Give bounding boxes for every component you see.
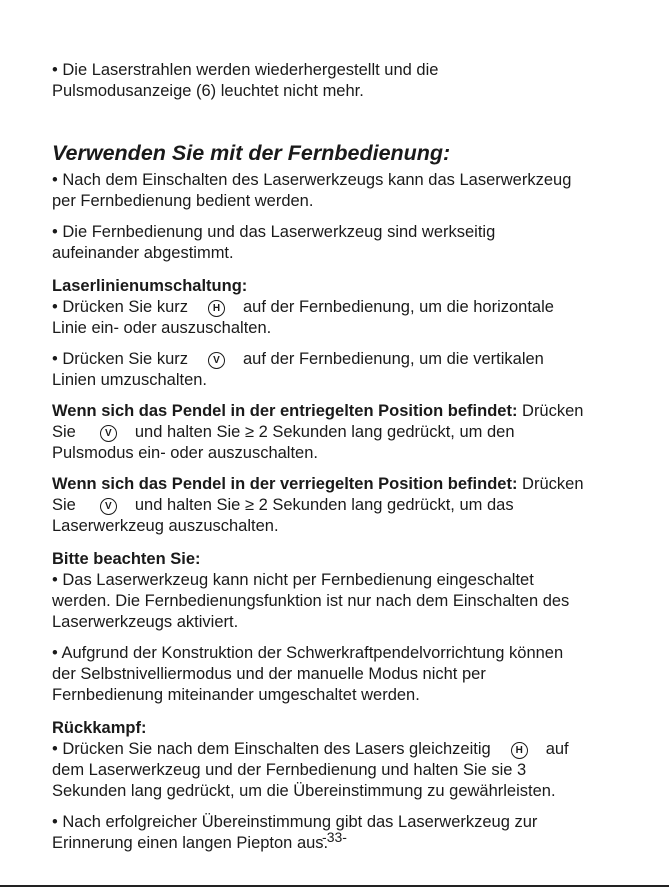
h-button-icon: H [208, 300, 225, 317]
reset-item-2-line-2: Erinnerung einen langen Piepton aus. [52, 834, 329, 852]
bullet-a1-line-2: per Fernbedienung bedient werden. [52, 192, 314, 210]
intro-line-1: • Die Laserstrahlen werden wiederhergestellt und die [52, 61, 439, 79]
locked-line-3: Laserwerkzeug auszuschalten. [52, 517, 279, 535]
notes-item-2-line-2: der Selbstnivelliermodus und der manuelle Modus nicht per [52, 665, 486, 683]
switching-item-1: • Drücken Sie kurz H auf der Fernbedienung, um die horizontale [52, 298, 554, 316]
bullet-a2-line-2: aufeinander abgestimmt. [52, 244, 234, 262]
bullet-a1-line-1: • Nach dem Einschalten des Laserwerkzeugs kann das Laserwerkzeug [52, 171, 572, 189]
unlocked-line-1: Wenn sich das Pendel in der entriegelten Position befindet: Drücken [52, 402, 584, 420]
v-button-icon: V [100, 425, 117, 442]
reset-item-1-line-3: Sekunden lang gedrückt, um die Übereinstimmung zu gewährleisten. [52, 782, 556, 800]
reset-item-1-line-2: dem Laserwerkzeug und der Fernbedienung und halten Sie sie 3 [52, 761, 527, 779]
switching-item-2: • Drücken Sie kurz V auf der Fernbedienung, um die vertikalen [52, 350, 544, 368]
unlocked-line-2: Sie V und halten Sie ≥ 2 Sekunden lang gedrückt, um den [52, 423, 515, 441]
section-title: Verwenden Sie mit der Fernbedienung: [52, 141, 451, 165]
page-number: -33- [322, 829, 347, 845]
reset-item-1-line-1: • Drücken Sie nach dem Einschalten des Lasers gleichzeitig H auf [52, 740, 569, 758]
manual-page [52, 60, 642, 854]
bottom-rule [0, 885, 669, 887]
v-button-icon: V [100, 498, 117, 515]
notes-item-2-line-1: • Aufgrund der Konstruktion der Schwerkraftpendelvorrichtung können [52, 644, 564, 662]
switching-item-1-line-2: Linie ein- oder auszuschalten. [52, 319, 272, 337]
intro-line-2: Pulsmodusanzeige (6) leuchtet nicht mehr. [52, 82, 364, 100]
notes-item-1-line-1: • Das Laserwerkzeug kann nicht per Fernbedienung eingeschaltet [52, 571, 534, 589]
notes-item-1-line-3: Laserwerkzeugs aktiviert. [52, 613, 239, 631]
v-button-icon: V [208, 352, 225, 369]
notes-title: Bitte beachten Sie: [52, 550, 201, 568]
h-button-icon: H [511, 742, 528, 759]
bullet-a2-line-1: • Die Fernbedienung und das Laserwerkzeug sind werkseitig [52, 223, 496, 241]
switching-item-2-line-2: Linien umzuschalten. [52, 371, 208, 389]
reset-item-2-line-1: • Nach erfolgreicher Übereinstimmung gibt das Laserwerkzeug zur [52, 813, 538, 831]
reset-title: Rückkampf: [52, 719, 147, 737]
notes-item-2-line-3: Fernbedienung miteinander umgeschaltet werden. [52, 686, 420, 704]
locked-line-2: Sie V und halten Sie ≥ 2 Sekunden lang gedrückt, um das [52, 496, 514, 514]
notes-item-1-line-2: werden. Die Fernbedienungsfunktion ist nur nach dem Einschalten des [52, 592, 570, 610]
switching-title: Laserlinienumschaltung: [52, 277, 248, 295]
unlocked-line-3: Pulsmodus ein- oder auszuschalten. [52, 444, 318, 462]
locked-line-1: Wenn sich das Pendel in der verriegelten Position befindet: Drücken [52, 475, 584, 493]
